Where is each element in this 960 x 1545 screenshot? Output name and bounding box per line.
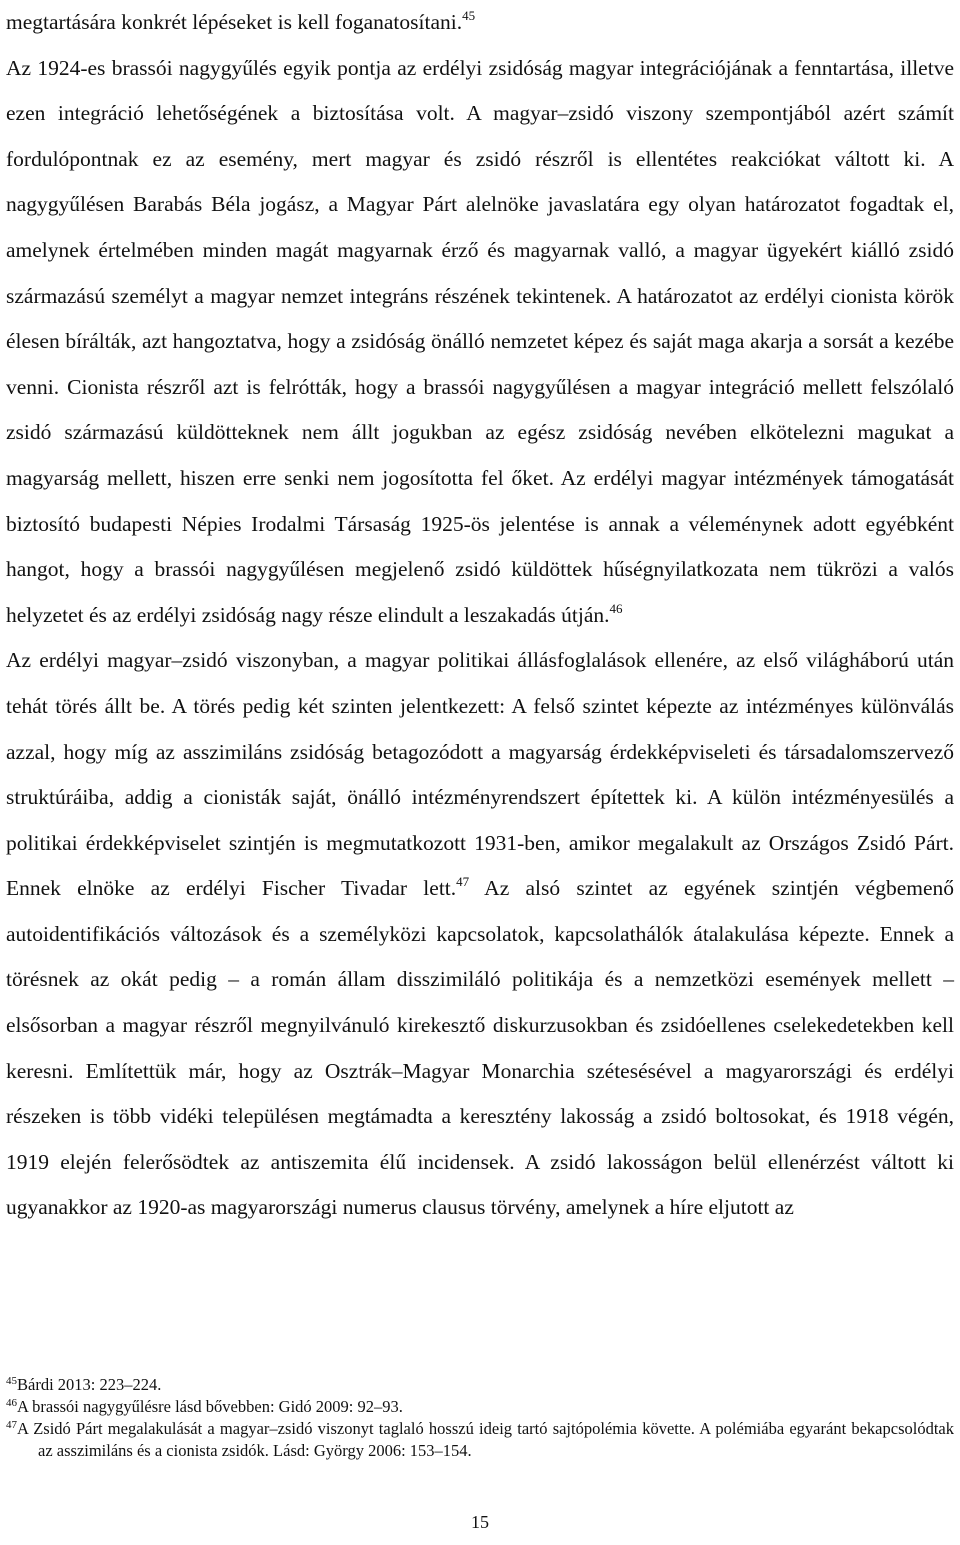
footnote-number: 46 bbox=[6, 1397, 17, 1409]
footnotes bbox=[6, 1374, 954, 1462]
footnote-text: Bárdi 2013: 223–224. bbox=[17, 1375, 162, 1394]
page-number: 15 bbox=[471, 1512, 489, 1532]
footnote-ref-45[interactable]: 45 bbox=[462, 8, 476, 23]
paragraph-text: megtartására konkrét lépéseket is kell foganatosítani. bbox=[6, 10, 463, 34]
footnote-ref-46[interactable]: 46 bbox=[609, 600, 623, 616]
footnote-number: 45 bbox=[6, 1375, 17, 1387]
footnote-number: 47 bbox=[6, 1419, 17, 1431]
footnote-46 bbox=[6, 1396, 954, 1418]
paragraph-text: Az 1924-es brassói nagygyűlés egyik pontja az erdélyi zsidóság magyar integrációjának a fenntartása, illetve ezen integráció lehetőségének a biztosítása volt. A magyar–zsidó viszony szempontjából azért számít fordulópontnak ez az esemény, mert magyar és zsidó részről is ellentétes reakciókat váltott ki. A nagygyűlésen Barabás Béla jogász, a Magyar Párt alelnöke javaslatára egy olyan határozatot fogadtak el, amelynek értelmében minden magát magyarnak érző és magyarnak valló, a magyar ügyekért kiálló zsidó származású személyt a magyar nemzet integráns részének tekintenek. A határozatot az erdélyi cionista körök élesen bírálták, azt hangoztatva, hogy a zsidóság önálló nemzetet képez és saját maga akarja a sorsát a kezébe venni. Cionista részről azt is felrótták, hogy a brassói nagygyűlésen a magyar integráció mellett felszólaló zsidó származású küldötteknek nem állt jogukban az egész zsidóság nevében elkötelezni magukat a magyarság mellett, hiszen erre senki nem jogosította fel őket. Az erdélyi magyar intézmények támogatását biztosító budapesti Népies Irodalmi Társaság 1925-ös jelentése is annak a véleménynek adott egyébként hangot, hogy a brassói nagygyűlésen megjelenő zsidó küldöttek hűségnyilatkozata nem tükrözi a valós helyzetet és az erdélyi zsidóság nagy része elindult a leszakadás útján. bbox=[6, 55, 954, 627]
paragraph-continued bbox=[6, 0, 954, 46]
paragraph-text-continued: Az alsó szintet az egyének szintjén végbemenő autoidentifikációs változások és a személyközi kapcsolatok, kapcsolathálók átalakulása képezte. Ennek a törésnek az okát pedig – a román állam disszimiláló politikája és a nemzetközi események mellett – elsősorban a magyar részről megnyilvánuló kirekesztő diskurzusokban és zsidóellenes cselekedetekben kell keresni. Említettük már, hogy az Osztrák–Magyar Monarchia szétesésével a magyarországi és erdélyi részeken is több vidéki településen megtámadta a keresztény lakosság a zsidó boltosokat, és 1918 végén, 1919 elején felerősödtek az antiszemita élű incidensek. A zsidó lakosságon belül ellenérzést váltott ki ugyanakkor az 1920-as magyarországi numerus clausus törvény, amelynek a híre eljutott az bbox=[6, 876, 954, 1220]
paragraph-brasso-assembly bbox=[6, 46, 954, 639]
footnote-text: A brassói nagygyűlésre lásd bővebben: Gidó 2009: 92–93. bbox=[17, 1397, 403, 1416]
body-text bbox=[6, 0, 954, 1231]
footnote-text: A Zsidó Párt megalakulását a magyar–zsidó viszonyt taglaló hosszú ideig tartó sajtópolémia követte. A polémiába egyaránt bekapcsolódtak az asszimiláns és a cionista zsidók. Lásd: György 2006: 153–154. bbox=[17, 1419, 954, 1460]
paragraph-rupture bbox=[6, 638, 954, 1231]
footnote-ref-47[interactable]: 47 bbox=[456, 874, 470, 890]
footnote-45 bbox=[6, 1374, 954, 1396]
paragraph-text: Az erdélyi magyar–zsidó viszonyban, a magyar politikai állásfoglalások ellenére, az első világháború után tehát törés állt be. A törés pedig két szinten jelentkezett: A felső szintet képezte az intézményes különválás azzal, hogy míg az asszimiláns zsidóság betagozódott a magyarság érdekképviseleti és társadalomszervező struktúráiba, addig a cionisták saját, önálló intézményrendszert építettek ki. A külön intézményesülés a politikai érdekképviselet szintjén is megmutatkozott 1931-ben, amikor megalakult az Országos Zsidó Párt. Ennek elnöke az erdélyi Fischer Tivadar lett. bbox=[6, 648, 954, 901]
footnote-47 bbox=[6, 1418, 954, 1462]
